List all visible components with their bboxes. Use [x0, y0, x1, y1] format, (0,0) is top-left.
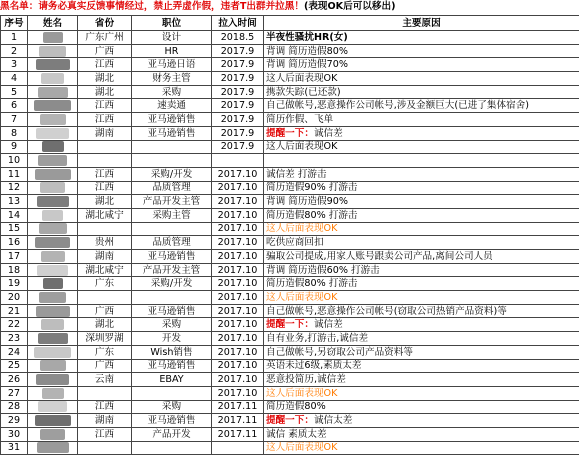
- province-cell: 江西: [78, 181, 132, 195]
- date-cell: 2017.9: [212, 99, 264, 113]
- position-cell: 采购主管: [132, 208, 212, 222]
- position-cell: 亚马逊销售: [132, 304, 212, 318]
- name-cell-redacted: [28, 345, 78, 359]
- reason-cell: [264, 441, 579, 455]
- table-row: [1, 427, 579, 441]
- table-body: [1, 31, 579, 455]
- reason-text: 诚信太差: [313, 415, 353, 427]
- position-cell: 亚马逊销售: [132, 359, 212, 373]
- position-cell: 采购: [132, 400, 212, 414]
- date-cell: 2017.9: [212, 85, 264, 99]
- date-cell: 2017.10: [212, 195, 264, 209]
- province-cell: 江西: [78, 400, 132, 414]
- position-cell: 亚马逊销售: [132, 113, 212, 127]
- col-header-date: 拉入时间: [212, 16, 264, 31]
- reason-cell: [264, 31, 579, 45]
- province-cell: 湖北咸宁: [78, 263, 132, 277]
- province-cell: 湖南: [78, 250, 132, 264]
- reason-cell: [264, 373, 579, 387]
- table-row: [1, 414, 579, 428]
- table-row: [1, 277, 579, 291]
- reason-text: 这人后面表现OK: [266, 72, 338, 84]
- reason-cell: [264, 400, 579, 414]
- row-number: 18: [1, 263, 28, 277]
- row-number: 23: [1, 332, 28, 346]
- province-cell: 湖北咸宁: [78, 208, 132, 222]
- row-number: 19: [1, 277, 28, 291]
- name-cell-redacted: [28, 332, 78, 346]
- date-cell: 2017.10: [212, 318, 264, 332]
- table-row: [1, 72, 579, 86]
- row-number: 6: [1, 99, 28, 113]
- name-cell-redacted: [28, 167, 78, 181]
- name-cell-redacted: [28, 154, 78, 168]
- position-cell: 亚马逊销售: [132, 126, 212, 140]
- row-number: 29: [1, 414, 28, 428]
- reason-text: 简历造假80% 打游击: [266, 209, 358, 221]
- col-header-name: 姓名: [28, 16, 78, 31]
- reason-cell: [264, 58, 579, 72]
- reason-text: 这人后面表现OK: [266, 141, 338, 153]
- date-cell: 2017.9: [212, 113, 264, 127]
- row-number: 25: [1, 359, 28, 373]
- reason-text: 携款失踪(已还款): [266, 86, 341, 98]
- reason-cell: [264, 99, 579, 113]
- reason-cell: [264, 236, 579, 250]
- reason-text: 自己做帐号,恶意操作公司帐号(窃取公司热销产品资料)等: [266, 305, 507, 317]
- row-number: 22: [1, 318, 28, 332]
- reason-cell: [264, 44, 579, 58]
- reason-cell: [264, 427, 579, 441]
- reason-cell: [264, 345, 579, 359]
- table-row: [1, 291, 579, 305]
- date-cell: 2017.11: [212, 400, 264, 414]
- name-cell-redacted: [28, 441, 78, 455]
- name-cell-redacted: [28, 359, 78, 373]
- province-cell: 广东: [78, 345, 132, 359]
- name-cell-redacted: [28, 126, 78, 140]
- table-row: [1, 345, 579, 359]
- table-row: [1, 181, 579, 195]
- row-number: 7: [1, 113, 28, 127]
- banner-note: (表现OK后可以移出): [303, 1, 396, 12]
- row-number: 12: [1, 181, 28, 195]
- position-cell: [132, 222, 212, 236]
- reason-cell: [264, 195, 579, 209]
- date-cell: 2017.10: [212, 373, 264, 387]
- reason-cell: [264, 126, 579, 140]
- blacklist-table: [0, 15, 579, 455]
- row-number: 17: [1, 250, 28, 264]
- redaction-blur: [38, 401, 67, 412]
- redaction-blur: [36, 59, 70, 70]
- province-cell: 深圳罗湖: [78, 332, 132, 346]
- name-cell-redacted: [28, 427, 78, 441]
- date-cell: 2017.10: [212, 304, 264, 318]
- table-row: [1, 236, 579, 250]
- position-cell: 开发: [132, 332, 212, 346]
- province-cell: 湖北: [78, 318, 132, 332]
- name-cell-redacted: [28, 291, 78, 305]
- row-number: 30: [1, 427, 28, 441]
- date-cell: 2017.10: [212, 222, 264, 236]
- reason-text: 自有业务,打游击,诚信差: [266, 332, 369, 344]
- col-header-reason: 主要原因: [264, 16, 579, 31]
- date-cell: 2017.10: [212, 291, 264, 305]
- redaction-blur: [39, 46, 66, 57]
- date-cell: [212, 154, 264, 168]
- province-cell: [78, 386, 132, 400]
- position-cell: 亚马逊销售: [132, 250, 212, 264]
- reason-cell: [264, 414, 579, 428]
- position-cell: 采购: [132, 318, 212, 332]
- date-cell: 2017.10: [212, 332, 264, 346]
- date-cell: 2018.5: [212, 31, 264, 45]
- row-number: 15: [1, 222, 28, 236]
- date-cell: 2017.9: [212, 72, 264, 86]
- redaction-blur: [38, 333, 68, 344]
- province-cell: 湖南: [78, 126, 132, 140]
- reason-cell: [264, 291, 579, 305]
- date-cell: 2017.10: [212, 250, 264, 264]
- province-cell: 广西: [78, 44, 132, 58]
- reason-cell: [264, 85, 579, 99]
- position-cell: [132, 291, 212, 305]
- name-cell-redacted: [28, 318, 78, 332]
- reason-text: 英语未过6级,素质太差: [266, 360, 362, 372]
- row-number: 24: [1, 345, 28, 359]
- col-header-province: 省份: [78, 16, 132, 31]
- reason-cell: [264, 181, 579, 195]
- name-cell-redacted: [28, 208, 78, 222]
- table-row: [1, 58, 579, 72]
- row-number: 1: [1, 31, 28, 45]
- reason-text: 背调 简历造假60% 打游击: [266, 264, 380, 276]
- name-cell-redacted: [28, 113, 78, 127]
- reason-cell: [264, 277, 579, 291]
- position-cell: 品质管理: [132, 181, 212, 195]
- redaction-blur: [42, 141, 64, 152]
- row-number: 13: [1, 195, 28, 209]
- table-header-row: [1, 16, 579, 31]
- table-row: [1, 85, 579, 99]
- province-cell: [78, 140, 132, 154]
- date-cell: 2017.9: [212, 126, 264, 140]
- position-cell: 产品开发主管: [132, 263, 212, 277]
- province-cell: 广东: [78, 277, 132, 291]
- name-cell-redacted: [28, 250, 78, 264]
- reason-text: 诚信差: [313, 127, 343, 139]
- reason-text: 这人后面表现OK: [266, 223, 338, 235]
- position-cell: [132, 386, 212, 400]
- position-cell: [132, 140, 212, 154]
- reminder-tag: 提醒一下：: [266, 319, 314, 331]
- reason-cell: [264, 332, 579, 346]
- name-cell-redacted: [28, 140, 78, 154]
- reason-text: 自己做帐号,恶意操作公司帐号,涉及金额巨大(已进了集体宿舍): [266, 100, 530, 112]
- table-row: [1, 195, 579, 209]
- table-row: [1, 250, 579, 264]
- date-cell: 2017.9: [212, 58, 264, 72]
- redaction-blur: [41, 73, 64, 84]
- reason-cell: [264, 318, 579, 332]
- reason-text: 简历造假90% 打游击: [266, 182, 358, 194]
- row-number: 11: [1, 167, 28, 181]
- row-number: 16: [1, 236, 28, 250]
- name-cell-redacted: [28, 31, 78, 45]
- redaction-blur: [36, 306, 70, 317]
- reminder-tag: 提醒一下：: [266, 415, 314, 427]
- table-row: [1, 208, 579, 222]
- reason-text: 诚信差 打游击: [266, 168, 327, 180]
- table-row: [1, 126, 579, 140]
- date-cell: 2017.10: [212, 236, 264, 250]
- province-cell: 云南: [78, 373, 132, 387]
- reason-text: 简历作假、飞单: [266, 113, 334, 125]
- table-row: [1, 154, 579, 168]
- province-cell: 广西: [78, 359, 132, 373]
- name-cell-redacted: [28, 386, 78, 400]
- row-number: 10: [1, 154, 28, 168]
- redaction-blur: [36, 374, 69, 385]
- redaction-blur: [37, 265, 68, 276]
- reason-text: 这人后面表现OK: [266, 291, 338, 303]
- reason-text: 恶意投简历,诚信差: [266, 374, 346, 386]
- position-cell: EBAY: [132, 373, 212, 387]
- province-cell: [78, 154, 132, 168]
- position-cell: 采购/开发: [132, 167, 212, 181]
- reason-text: 背调 简历造假70%: [266, 59, 348, 71]
- reason-cell: [264, 304, 579, 318]
- name-cell-redacted: [28, 85, 78, 99]
- row-number: 31: [1, 441, 28, 455]
- province-cell: 湖北: [78, 195, 132, 209]
- col-header-no: 序号: [1, 16, 28, 31]
- position-cell: Wish销售: [132, 345, 212, 359]
- province-cell: [78, 222, 132, 236]
- reason-cell: [264, 208, 579, 222]
- reason-cell: [264, 359, 579, 373]
- table-row: [1, 386, 579, 400]
- position-cell: 产品开发: [132, 427, 212, 441]
- reason-text: 背调 简历造假80%: [266, 45, 348, 57]
- position-cell: 亚马逊销售: [132, 414, 212, 428]
- name-cell-redacted: [28, 373, 78, 387]
- position-cell: 财务主管: [132, 72, 212, 86]
- row-number: 9: [1, 140, 28, 154]
- position-cell: 采购/开发: [132, 277, 212, 291]
- row-number: 26: [1, 373, 28, 387]
- position-cell: 速卖通: [132, 99, 212, 113]
- table-row: [1, 332, 579, 346]
- reason-text: 这人后面表现OK: [266, 442, 338, 454]
- reason-cell: [264, 250, 579, 264]
- province-cell: [78, 441, 132, 455]
- date-cell: 2017.9: [212, 44, 264, 58]
- name-cell-redacted: [28, 263, 78, 277]
- table-row: [1, 373, 579, 387]
- table-row: [1, 167, 579, 181]
- province-cell: 贵州: [78, 236, 132, 250]
- position-cell: HR: [132, 44, 212, 58]
- name-cell-redacted: [28, 99, 78, 113]
- position-cell: 品质管理: [132, 236, 212, 250]
- table-row: [1, 99, 579, 113]
- province-cell: 广东广州: [78, 31, 132, 45]
- reason-text: 半夜性骚扰HR(女): [266, 31, 348, 43]
- reason-cell: [264, 113, 579, 127]
- table-row: [1, 263, 579, 277]
- reason-text: 自己做帐号,另窃取公司产品资料等: [266, 346, 413, 358]
- position-cell: 亚马逊日语: [132, 58, 212, 72]
- position-cell: 产品开发主管: [132, 195, 212, 209]
- reason-cell: [264, 263, 579, 277]
- position-cell: [132, 154, 212, 168]
- name-cell-redacted: [28, 400, 78, 414]
- reason-text: 吃供应商回扣: [266, 237, 324, 249]
- reason-cell: [264, 72, 579, 86]
- redaction-blur: [39, 223, 67, 234]
- province-cell: 广西: [78, 304, 132, 318]
- reason-text: 这人后面表现OK: [266, 387, 338, 399]
- province-cell: 江西: [78, 99, 132, 113]
- reminder-tag: 提醒一下：: [266, 127, 314, 139]
- name-cell-redacted: [28, 72, 78, 86]
- date-cell: 2017.11: [212, 414, 264, 428]
- row-number: 8: [1, 126, 28, 140]
- table-row: [1, 318, 579, 332]
- row-number: 3: [1, 58, 28, 72]
- reason-text: 诚信差: [313, 319, 343, 331]
- reason-cell: [264, 167, 579, 181]
- date-cell: 2017.10: [212, 386, 264, 400]
- name-cell-redacted: [28, 304, 78, 318]
- redaction-blur: [40, 429, 65, 440]
- date-cell: 2017.10: [212, 359, 264, 373]
- reason-text: 骗取公司提成,用家人账号跟卖公司产品,离间公司人员: [266, 250, 493, 262]
- reason-text: 背调 简历造假90%: [266, 196, 348, 208]
- name-cell-redacted: [28, 222, 78, 236]
- reason-cell: [264, 140, 579, 154]
- row-number: 4: [1, 72, 28, 86]
- table-row: [1, 31, 579, 45]
- name-cell-redacted: [28, 58, 78, 72]
- reason-text: 诚信 素质太差: [266, 428, 327, 440]
- redaction-blur: [41, 251, 65, 262]
- province-cell: 湖北: [78, 85, 132, 99]
- province-cell: 江西: [78, 427, 132, 441]
- redaction-blur: [34, 100, 71, 111]
- province-cell: 湖北: [78, 72, 132, 86]
- redaction-blur: [37, 442, 69, 453]
- name-cell-redacted: [28, 44, 78, 58]
- row-number: 5: [1, 85, 28, 99]
- redaction-blur: [42, 210, 63, 221]
- position-cell: [132, 441, 212, 455]
- date-cell: 2017.10: [212, 208, 264, 222]
- date-cell: 2017.10: [212, 181, 264, 195]
- position-cell: 设计: [132, 31, 212, 45]
- date-cell: 2017.11: [212, 427, 264, 441]
- name-cell-redacted: [28, 277, 78, 291]
- row-number: 20: [1, 291, 28, 305]
- table-row: [1, 113, 579, 127]
- name-cell-redacted: [28, 414, 78, 428]
- date-cell: 2017.10: [212, 263, 264, 277]
- province-cell: [78, 291, 132, 305]
- banner-warning: 黑名单：请务必真实反馈事情经过，禁止弄虚作假，违者T出群并拉黑！: [0, 1, 304, 12]
- redaction-blur: [40, 182, 65, 193]
- table-row: [1, 441, 579, 455]
- redaction-blur: [36, 128, 69, 139]
- reason-cell: [264, 386, 579, 400]
- redaction-blur: [38, 155, 67, 166]
- redaction-blur: [35, 169, 71, 180]
- name-cell-redacted: [28, 181, 78, 195]
- reason-text: 简历造假80% 打游击: [266, 278, 358, 290]
- name-cell-redacted: [28, 195, 78, 209]
- reason-cell: [264, 222, 579, 236]
- row-number: 21: [1, 304, 28, 318]
- blacklist-banner: [0, 0, 579, 14]
- col-header-position: 职位: [132, 16, 212, 31]
- redaction-blur: [43, 32, 63, 43]
- table-row: [1, 359, 579, 373]
- row-number: 28: [1, 400, 28, 414]
- redaction-blur: [34, 347, 71, 358]
- table-row: [1, 140, 579, 154]
- name-cell-redacted: [28, 236, 78, 250]
- redaction-blur: [39, 292, 66, 303]
- row-number: 27: [1, 386, 28, 400]
- redaction-blur: [41, 319, 64, 330]
- redaction-blur: [38, 87, 68, 98]
- table-row: [1, 400, 579, 414]
- position-cell: 采购: [132, 85, 212, 99]
- redaction-blur: [40, 114, 66, 125]
- province-cell: 江西: [78, 58, 132, 72]
- redaction-blur: [43, 278, 63, 289]
- reason-text: 简历造假80%: [266, 401, 326, 413]
- table-row: [1, 304, 579, 318]
- redaction-blur: [35, 237, 70, 248]
- date-cell: 2017.9: [212, 140, 264, 154]
- redaction-blur: [37, 196, 69, 207]
- province-cell: 江西: [78, 167, 132, 181]
- table-row: [1, 222, 579, 236]
- date-cell: [212, 441, 264, 455]
- row-number: 2: [1, 44, 28, 58]
- province-cell: 湖南: [78, 414, 132, 428]
- row-number: 14: [1, 208, 28, 222]
- province-cell: 江西: [78, 113, 132, 127]
- redaction-blur: [40, 360, 66, 371]
- date-cell: 2017.10: [212, 277, 264, 291]
- date-cell: 2017.10: [212, 167, 264, 181]
- redaction-blur: [42, 388, 64, 399]
- table-row: [1, 44, 579, 58]
- redaction-blur: [35, 415, 71, 426]
- reason-cell: [264, 154, 579, 168]
- date-cell: 2017.10: [212, 345, 264, 359]
